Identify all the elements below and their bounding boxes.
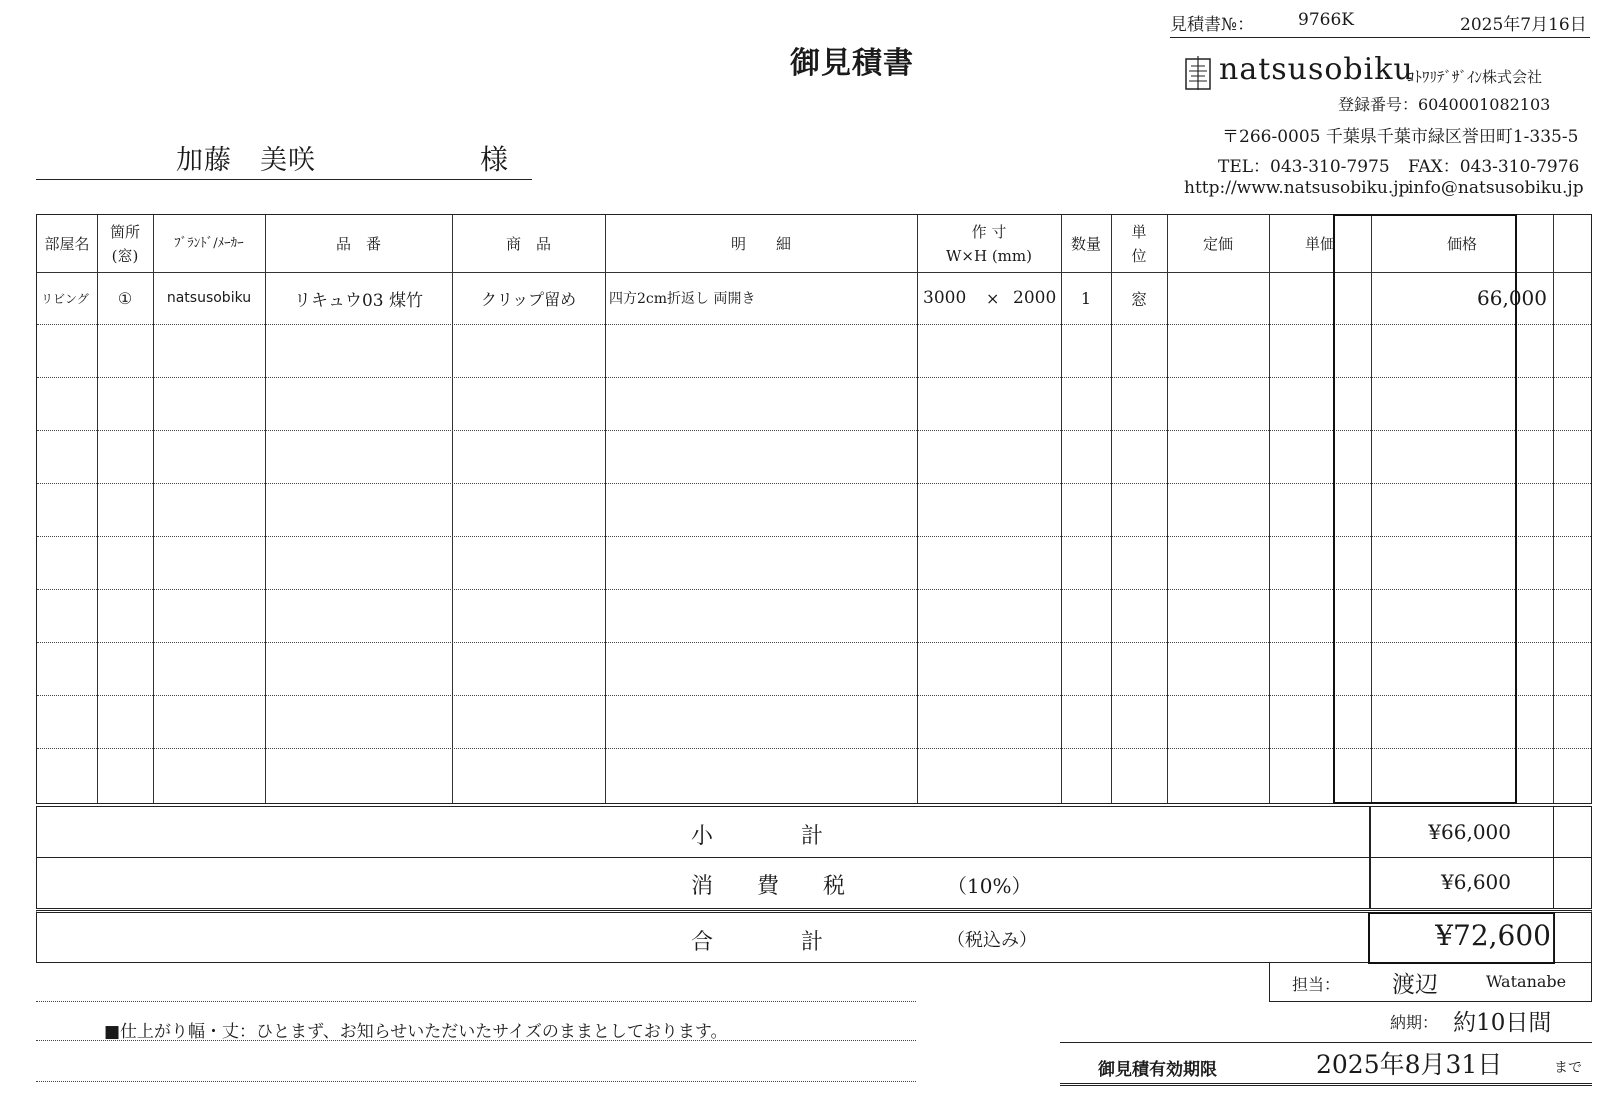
cell-price: 66,000 bbox=[1477, 286, 1547, 310]
col-header-unit bbox=[1111, 215, 1167, 272]
cell-qty: 1 bbox=[1080, 288, 1092, 308]
tax-value: ¥6,600 bbox=[1441, 870, 1511, 894]
cell-part-no: リキュウ03 煤竹 bbox=[293, 290, 424, 311]
col-header-location-line2: (窓) bbox=[111, 246, 139, 265]
company-name: ｺﾄﾜﾘﾃﾞｻﾞｲﾝ株式会社 bbox=[1407, 68, 1543, 86]
total-note: （税込み） bbox=[947, 930, 1037, 951]
memo-line-bottom bbox=[36, 1081, 916, 1082]
cell-detail: 四方2cm折返し 両開き bbox=[609, 291, 756, 307]
col-header-unit-line2: 位 bbox=[1131, 246, 1147, 265]
cell-room: リビング bbox=[41, 291, 89, 306]
validity-suffix: まで bbox=[1554, 1060, 1582, 1076]
delivery bbox=[1390, 1004, 1551, 1037]
estimate-no: 9766K bbox=[1298, 10, 1354, 30]
memo-line-middle bbox=[36, 1040, 916, 1041]
col-header-product: 商 品 bbox=[505, 234, 551, 253]
company-tel: TEL：043-310-7975 bbox=[1218, 157, 1390, 177]
col-header-size-line2: W×H (mm) bbox=[946, 246, 1032, 265]
col-header-unit-line1: 単 bbox=[1131, 222, 1147, 241]
rep-name-en: Watanabe bbox=[1486, 972, 1567, 991]
company-address: 〒266-0005 千葉県千葉市緑区誉田町1-335-5 bbox=[1222, 127, 1579, 147]
cell-times: × bbox=[986, 288, 1000, 308]
company-fax: FAX：043-310-7976 bbox=[1408, 157, 1580, 177]
col-header-detail: 明 細 bbox=[730, 234, 791, 253]
cell-brand: natsusobiku bbox=[166, 290, 252, 306]
total-value: ¥72,600 bbox=[1435, 919, 1551, 952]
tax-label: 消 費 税 bbox=[691, 874, 846, 899]
delivery-label: 納期： bbox=[1390, 1013, 1439, 1032]
col-header-room: 部屋名 bbox=[44, 234, 90, 253]
subtotal-row bbox=[36, 806, 1592, 858]
registration-number: 登録番号：6040001082103 bbox=[1338, 95, 1551, 114]
representative-box bbox=[1269, 962, 1592, 1002]
estimate-meta bbox=[1170, 6, 1590, 38]
company-email[interactable]: info@natsusobiku.jp bbox=[1408, 178, 1584, 198]
customer-honorific: 様 bbox=[480, 143, 509, 176]
col-header-location bbox=[97, 215, 153, 272]
customer-name: 加藤 美咲 bbox=[176, 145, 316, 176]
customer-line bbox=[36, 130, 532, 180]
estimate-no-label: 見積書№： bbox=[1170, 15, 1255, 35]
cell-product: クリップ留め bbox=[480, 289, 577, 309]
col-header-list-price: 定価 bbox=[1202, 234, 1233, 253]
cell-height: 2000 bbox=[1013, 288, 1057, 308]
col-header-unit-price: 単価 bbox=[1304, 234, 1335, 253]
estimate-date: 2025年7月16日 bbox=[1460, 15, 1587, 35]
cell-location: ① bbox=[117, 288, 133, 308]
total-row bbox=[36, 910, 1592, 963]
memo-text: ■仕上がり幅・丈：ひとまず、お知らせいただいたサイズのままとしております。 bbox=[104, 1022, 728, 1042]
validity-label: 御見積有効期限 bbox=[1098, 1060, 1217, 1080]
document-title: 御見積書 bbox=[790, 46, 914, 81]
col-header-price: 価格 bbox=[1446, 234, 1477, 253]
cell-list-price bbox=[1167, 272, 1269, 324]
subtotal-value: ¥66,000 bbox=[1428, 820, 1511, 844]
total-label: 合 計 bbox=[691, 930, 824, 955]
tax-rate: （10%） bbox=[947, 874, 1032, 898]
col-header-size-line1: 作 寸 bbox=[971, 222, 1007, 241]
company-logo-icon bbox=[1185, 56, 1211, 90]
col-header-brand: ﾌﾞﾗﾝﾄﾞ/ﾒｰｶｰ bbox=[174, 235, 244, 251]
delivery-value: 約10日間 bbox=[1453, 1010, 1552, 1036]
col-header-part-no: 品 番 bbox=[335, 234, 381, 253]
col-header-qty: 数量 bbox=[1070, 234, 1101, 253]
validity-row bbox=[1060, 1042, 1592, 1086]
cell-unit: 窓 bbox=[1130, 289, 1147, 309]
tax-row bbox=[36, 857, 1592, 909]
brand-name: natsusobiku bbox=[1219, 52, 1414, 87]
rep-label: 担当： bbox=[1292, 975, 1341, 994]
cell-width: 3000 bbox=[923, 288, 967, 308]
validity-date: 2025年8月31日 bbox=[1316, 1050, 1503, 1079]
company-url[interactable]: http://www.natsusobiku.jp bbox=[1184, 178, 1410, 198]
price-column-frame bbox=[1333, 214, 1517, 804]
col-header-location-line1: 箇所 bbox=[109, 222, 140, 241]
col-header-size bbox=[917, 215, 1061, 272]
rep-name: 渡辺 bbox=[1392, 972, 1438, 998]
memo-line-top bbox=[36, 1001, 916, 1002]
subtotal-label: 小 計 bbox=[691, 824, 824, 849]
